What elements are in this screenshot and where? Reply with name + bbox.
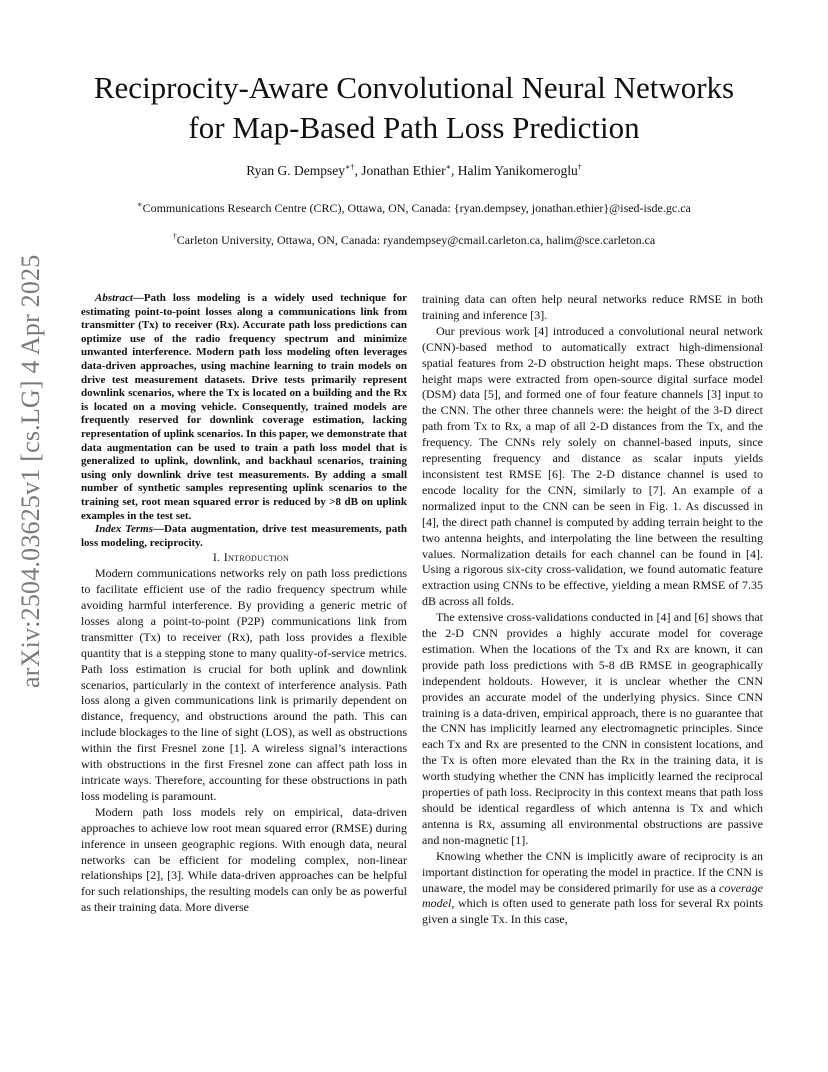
index-terms bbox=[81, 523, 407, 550]
intro-paragraph-3: Our previous work [4] introduced a convolutional neural network (CNN)-based method to automatically extract high-dimensional spatial features from 2-D obstruction height maps. These obstruction height maps were extracted from open-source digital surface model (DSM) data [5], and formed one of four feature channels [3] input to the CNN. The other three channels were: the height of the 3-D direct path from Tx to Rx, a map of all 2-D distances from the Tx, and the frequency. The CNNs rely solely on channel-based inputs, since representing frequency and distance as scalar inputs yields inconsistent test RMSE [6]. The 2-D distance channel is used to encode locality for the CNN, similarly to [7]. An example of a normalized input to the CNN can be seen in Fig. 1. As discussed in [4], the direct path channel is computed by adding terrain height to the two antenna heights, and interpolating the line between the resulting values. Normalization details for each channel can be found in [4]. Using a rigorous six-city cross-validation, we found automatic feature extraction using CNNs to be effective, yielding a mean RMSE of 7.35 dB across all folds. bbox=[422, 323, 763, 609]
emphasis-text: coverage model bbox=[422, 880, 763, 911]
section-numeral: I. bbox=[212, 550, 224, 565]
section-title: Introduction bbox=[223, 550, 290, 565]
title-line-1: Reciprocity-Aware Convolutional Neural Networks bbox=[93, 70, 735, 105]
section-heading-introduction bbox=[81, 550, 407, 566]
author-list bbox=[0, 163, 828, 179]
title-line-2: for Map-Based Path Loss Prediction bbox=[188, 110, 640, 145]
affiliation-mark: † bbox=[172, 232, 177, 241]
author-mark: ∗† bbox=[345, 162, 355, 172]
affiliation-text: Carleton University, Ottawa, ON, Canada: ryandempsey@cmail.carleton.ca, halim@sce.carleton.ca bbox=[176, 233, 656, 247]
author-mark: † bbox=[577, 162, 582, 172]
author-name: Ryan G. Dempsey bbox=[246, 163, 346, 178]
paragraph-text: , which is often used to generate path loss for several Rx points given a single Tx. In this case, bbox=[422, 896, 763, 927]
author-name: Halim Yanikomeroglu bbox=[457, 163, 578, 178]
intro-paragraph-1: Modern communications networks rely on path loss predictions to facilitate efficient use of the radio frequency spectrum while avoiding harmful interference. By providing a generic metric of losses along a point-to-point (P2P) communications link from transmitter (Tx) to receiver (Rx), path loss provides a flexible quantity that is a stepping stone to many quality-of-service metrics. Path loss estimation is crucial for both uplink and downlink scenarios, particularly in the context of interference analysis. Path loss along a given communications link is primarily dependent on distance, frequency, and obstructions around the path. This can include blockages to the line of sight (LOS), as well as obstructions within the first Fresnel zone [1]. A wireless signal’s interactions with obstructions in the first Fresnel zone can affect path loss in intricate ways. Therefore, accounting for these obstructions in path loss modeling is paramount. bbox=[81, 566, 407, 803]
index-terms-label: Index Terms bbox=[95, 523, 154, 536]
abstract bbox=[81, 292, 407, 523]
paper-title bbox=[40, 68, 788, 148]
intro-paragraph-2-continued: training data can often help neural networks reduce RMSE in both training and inference [3]. bbox=[422, 292, 763, 322]
index-terms-text: —Data augmentation, drive test measurements, path loss modeling, reciprocity. bbox=[81, 523, 407, 549]
arxiv-watermark: arXiv:2504.03625v1 [cs.LG] 4 Apr 2025 bbox=[16, 254, 45, 688]
right-column bbox=[422, 292, 763, 928]
left-column bbox=[81, 292, 407, 916]
author-separator: , bbox=[451, 163, 458, 178]
affiliation-crc bbox=[0, 201, 828, 216]
affiliation-text: Communications Research Centre (CRC), Ottawa, ON, Canada: {ryan.dempsey, jonathan.ethier}@ised-isde.gc.ca bbox=[142, 201, 691, 215]
abstract-text: —Path loss modeling is a widely used technique for estimating point-to-point losses along a communications link from transmitter (Tx) to receiver (Rx). Accurate path loss predictions can optimize use of the radio frequency spectrum and minimize unwanted interference. Modern path loss modeling often leverages data-driven approaches, using machine learning to train models on drive test measurement datasets. Drive tests primarily represent downlink scenarios, where the Tx is located on a building and the Rx is located on a moving vehicle. Consequently, trained models are frequently reserved for downlink coverage estimation, lacking representation of uplink scenarios. In this paper, we demonstrate that data augmentation can be used to train a path loss model that is generalized to uplink, downlink, and backhaul scenarios, training using only downlink drive test measurements. By adding a small number of synthetic samples representing uplink scenarios to the training set, root mean squared error is reduced by >8 dB on uplink examples in the test set. bbox=[81, 292, 407, 522]
intro-paragraph-4: The extensive cross-validations conducted in [4] and [6] shows that the 2-D CNN provides a highly accurate model for coverage estimation. When the locations of the Tx and Rx are known, it can provide path loss predictions with 5-8 dB RMSE in geographically independent holdouts. However, it is unclear whether the CNN provides an accurate model of the underlying physics. Since CNN training is a data-driven, empirical approach, there is no guarantee that the CNN has implicitly learned any electromagnetic principles. Since each Tx and Rx are presented to the CNN in consistent locations, and the Tx is often more elevated than the Rx in the training data, it is worth studying whether the CNN has implicitly learned the reciprocal properties of path loss. Reciprocity in this context means that path loss should be identical regardless of which antenna is Tx and which antenna is Rx, assuming all environmental obstructions are passive and non-magnetic [1]. bbox=[422, 610, 763, 847]
intro-paragraph-5 bbox=[422, 849, 763, 929]
author-mark: ∗ bbox=[445, 162, 452, 172]
abstract-label: Abstract bbox=[95, 292, 133, 304]
paragraph-text: Knowing whether the CNN is implicitly aware of reciprocity is an important distinction for operating the model in practice. If the CNN is unaware, the model may be considered primarily for use as a bbox=[422, 848, 763, 895]
affiliation-carleton bbox=[0, 233, 828, 248]
affiliation-mark: ∗ bbox=[137, 200, 143, 209]
author-separator: , bbox=[354, 163, 362, 178]
intro-paragraph-2: Modern path loss models rely on empirical, data-driven approaches to achieve low root mean squared error (RMSE) during inference in unseen geographic regions. With enough data, neural networks can be efficient for modeling complex, non-linear relationships [2], [3]. While data-driven approaches can be helpful for such relationships, the resulting models can only be as powerful as their training data. More diverse bbox=[81, 804, 407, 915]
author-name: Jonathan Ethier bbox=[361, 163, 446, 178]
